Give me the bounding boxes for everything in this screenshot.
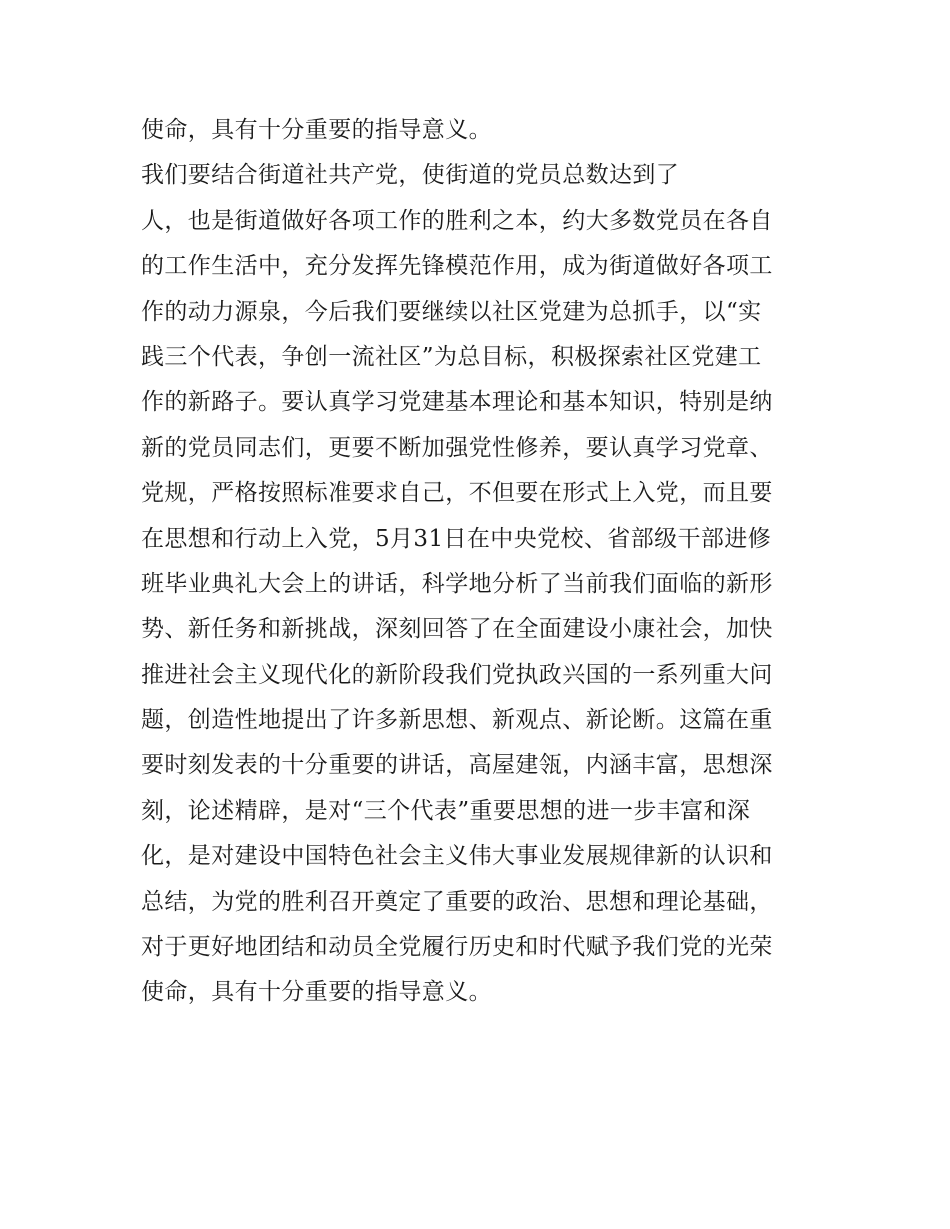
text-line: 要时刻发表的十分重要的讲话，高屋建瓴，内涵丰富，思想深 xyxy=(141,752,773,779)
text-line: 总结，为党的胜利召开奠定了重要的政治、思想和理论基础， xyxy=(141,888,773,915)
text-line: 使命，具有十分重要的指导意义。 xyxy=(141,117,492,143)
text-line: 班毕业典礼大会上的讲话，科学地分析了当前我们面临的新形 xyxy=(141,570,773,597)
text-line: 刻，论述精辟，是对“三个代表”重要思想的进一步丰富和深 xyxy=(141,797,751,824)
text-line: 使命，具有十分重要的指导意义。 xyxy=(141,979,492,1006)
text-line: 人，也是街道做好各项工作的胜利之本，约大多数党员在各自 xyxy=(141,207,773,234)
text-line: 党规，严格按照标准要求自己，不但要在形式上入党，而且要 xyxy=(141,480,773,507)
text-line: 作的动力源泉，今后我们要继续以社区党建为总抓手，以“实 xyxy=(141,298,762,325)
text-line: 作的新路子。要认真学习党建基本理论和基本知识，特别是纳 xyxy=(141,389,773,416)
text-line: 新的党员同志们，更要不断加强党性修养，要认真学习党章、 xyxy=(141,434,773,461)
text-line: 在思想和行动上入党，5月31日在中央党校、省部级干部进修 xyxy=(141,525,772,552)
text-line: 对于更好地团结和动员全党履行历史和时代赋予我们党的光荣 xyxy=(141,934,773,961)
text-line: 题，创造性地提出了许多新思想、新观点、新论断。这篇在重 xyxy=(141,707,773,734)
text-line: 推进社会主义现代化的新阶段我们党执政兴国的一系列重大问 xyxy=(141,661,773,688)
text-line: 化，是对建设中国特色社会主义伟大事业发展规律新的认识和 xyxy=(141,843,773,870)
text-line: 的工作生活中，充分发挥先锋模范作用，成为街道做好各项工 xyxy=(141,253,773,280)
body-text xyxy=(141,108,821,1016)
text-line: 我们要结合街道社共产党，使街道的党员总数达到了 xyxy=(141,162,680,189)
text-line: 势、新任务和新挑战，深刻回答了在全面建设小康社会，加快 xyxy=(141,616,773,643)
text-line: 践三个代表，争创一流社区”为总目标，积极探索社区党建工 xyxy=(141,343,762,370)
